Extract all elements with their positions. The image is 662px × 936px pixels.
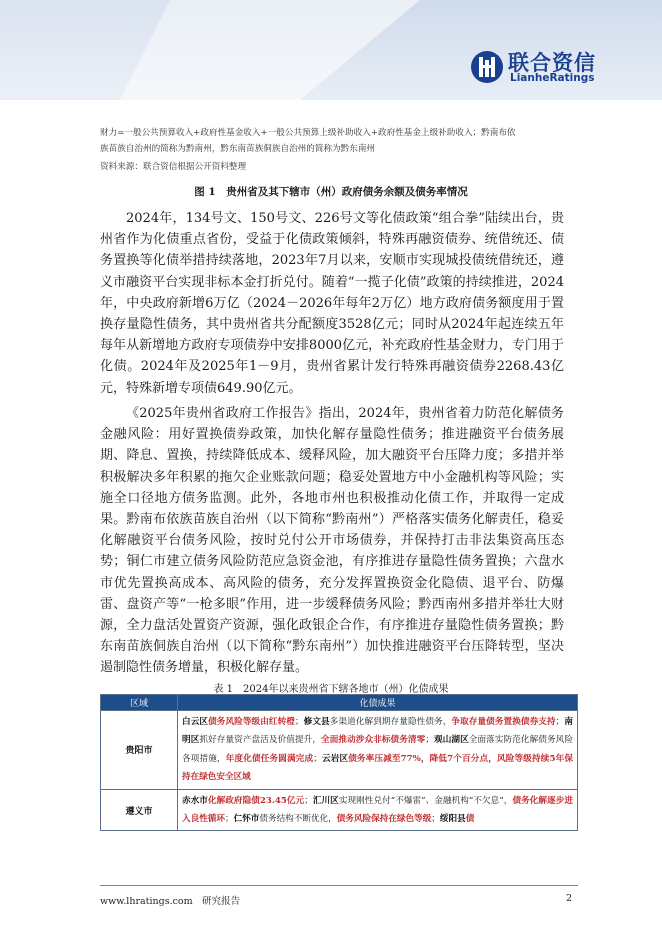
highlighted-result: 债务风险保持在绿色等级	[336, 814, 432, 825]
district-name: 赤水市	[182, 795, 208, 806]
district-name: 白云区	[182, 717, 209, 727]
body-paragraph-2	[100, 403, 564, 679]
highlighted-result: 债务风险等级由红转橙	[208, 717, 295, 727]
region-cell: 遵义市	[101, 789, 178, 831]
district-name: 仁怀市	[233, 814, 260, 825]
district-name: 观山湖区	[433, 735, 469, 746]
result-text: ；	[224, 814, 234, 825]
lianhe-logo-icon	[470, 50, 504, 84]
result-text: 抓好存量资产盘活及价值提升，	[199, 735, 322, 746]
highlighted-result: 争取存量债务置换债券支持	[451, 717, 556, 727]
highlighted-result: 年度化债任务圆满完成	[225, 753, 314, 764]
district-name: 绥阳县	[439, 814, 466, 825]
body-paragraph-1	[100, 208, 564, 399]
header-region: 区域	[101, 695, 178, 711]
district-name: 汇川区	[312, 795, 339, 806]
figure-note-line-1: 财力=一般公共预算收入+政府性基金收入+一般公共预算上级补助收入+政府性基金上级补助收入；黔南布依	[100, 128, 516, 138]
results-cell	[178, 711, 578, 790]
figure-source-note: 资料来源：联合资信根据公开资料整理	[100, 162, 247, 172]
result-text: ；	[294, 717, 304, 727]
table-row	[101, 789, 578, 831]
paragraph-text: 《2025年贵州省政府工作报告》指出，2024年，贵州省着力防范化解债务金融风险：用好置换债券政策，加快化解存量隐性债务；推进融资平台债务展期、降息、置换，持续降低成本、缓释风险，加大融资平台压降力度；多措并举积极解决多年积累的拖欠企业账款问题；稳妥处置地方中小金融机构等风险；实施全口径地方债务监测。此外，各地市州也积极推动化债工作，并取得一定成果。黔南布依族苗族自治州（以下简称“黔南州”）严格落实债务化解责任，稳妥化解融资平台债务风险，按时兑付公开市场债券，并保持打击非法集资高压态势；铜仁市建立债务风险防范应急资金池，有序推进存量隐性债务置换；六盘水市优先置换高成本、高风险的债务，充分发挥置换资金化隐债、退平台、防爆雷、盘资产等“一枪多眼”作用，进一步缓释债务风险；黔西南州多措并举壮大财源，全力盘活处置资产资源，强化政银企合作，有序推进存量隐性债务置换；黔东南苗族侗族自治州（以下简称“黔东南州”）加快推进融资平台压降转型，坚决遏制隐性债务增量，积极化解存量。	[100, 406, 564, 676]
table-caption: 表 1 2024年以来贵州省下辖各地市（州）化债成果	[213, 684, 449, 695]
highlighted-result: 债务化解逐步进入良性循环	[182, 795, 573, 825]
result-text: ；	[304, 795, 313, 806]
district-name: 南明区	[182, 717, 573, 746]
logo-english-name: LianheRatings	[510, 72, 595, 84]
results-cell	[178, 789, 578, 831]
district-name: 云岩区	[321, 753, 349, 764]
paragraph-text: 2024年，134号文、150号文、226号文等化债政策“组合拳”陆续出台，贵州省作为化债重点省份，受益于化债政策倾斜，特殊再融资债券、统借统还、债务置换等化债举措持续落地，2023年7月以来，安顺市实现城投债统借统还，遵义市融资平台实现非标本金打折兑付。随着“一揽子化债”政策的持续推进，2024年，中央政府新增6万亿（2024－2026年每年2万亿）地方政府债务额度用于置换存量隐性债务，其中贵州省共分配额度3528亿元；同时从2024年起连续五年每年从新增地方政府专项债券中安排8000亿元，补充政府性基金财力，专门用于化债。2024年及2025年1－9月，贵州省累计发行特殊再融资债券2268.43亿元，特殊新增专项债649.90亿元。	[100, 211, 564, 396]
district-name: 修文县	[303, 717, 330, 727]
region-cell: 贵阳市	[101, 711, 178, 790]
table-header-row	[101, 695, 578, 711]
logo-chinese-name: 联合资信	[508, 51, 596, 75]
result-text: 全面落实防范化解债务风险各项措施，	[182, 735, 573, 764]
header-results: 化债成果	[178, 695, 578, 711]
result-text: ；	[313, 753, 322, 764]
page-number: 2	[566, 893, 573, 904]
debt-results-table	[100, 694, 578, 831]
highlighted-result: 化解政府隐债23.45亿元	[207, 795, 305, 806]
figure-note-line-2: 族苗族自治州的简称为黔南州，黔东南苗族侗族自治州的简称为黔东南州	[100, 144, 376, 154]
figure-caption: 图 1 贵州省及其下辖市（州）政府债务余额及债务率情况	[194, 186, 468, 198]
result-text: ；	[425, 735, 434, 746]
result-text: 债务结构不断优化，	[259, 814, 337, 825]
highlighted-result: 全面推动涉众非标债务清零	[321, 735, 426, 746]
result-text: 实现刚性兑付“不爆雷”、金融机构“不欠息”，	[338, 795, 513, 806]
footer-divider	[100, 885, 578, 886]
table-row	[101, 711, 578, 790]
result-text: ；	[431, 814, 440, 825]
result-text: 多渠道化解到期存量隐性债务，	[329, 717, 452, 727]
result-text: ；	[555, 717, 565, 727]
footer-site-label: www.lhratings.com 研究报告	[100, 896, 241, 907]
highlighted-result: 债	[465, 814, 475, 825]
highlighted-result: 债务率压减至77%，降低7个百分点，风险等级持续5年保持在绿色安全区域	[182, 753, 573, 783]
